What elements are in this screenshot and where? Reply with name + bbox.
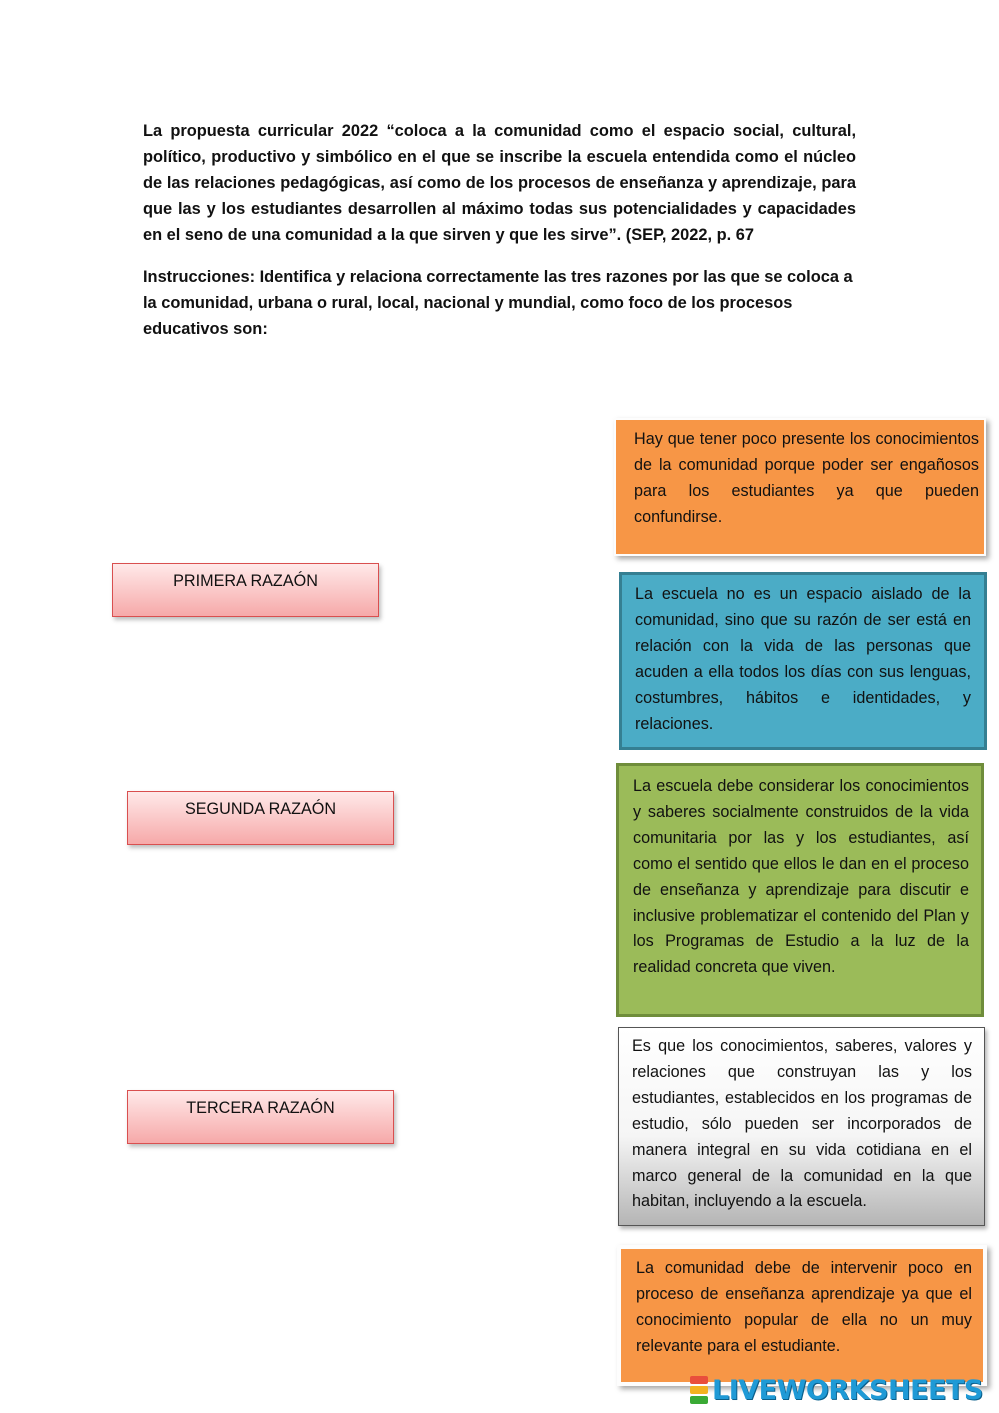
- reason-box-second[interactable]: [127, 791, 394, 845]
- liveworksheets-watermark: [690, 1374, 983, 1406]
- reason-box-third[interactable]: [127, 1090, 394, 1144]
- instructions-paragraph: Instrucciones: Identifica y relaciona correctamente las tres razones por las que se coloca a la comunidad, urbana o rural, local, nacional y mundial, como foco de los procesos educativos son:: [143, 268, 853, 338]
- answer-card-orange-top[interactable]: [614, 418, 986, 556]
- answer-card-green[interactable]: [616, 763, 984, 1017]
- answer-card-gray[interactable]: [618, 1027, 985, 1226]
- liveworksheets-logo-icon: [690, 1376, 708, 1404]
- answer-card-text: La escuela debe considerar los conocimientos y saberes socialmente construidos de la vida comunitaria por las y los estudiantes, así como el sentido que ellos le dan en el proceso de enseñanza y aprendizaje para discutir e inclusive problematizar el contenido del Plan y los Programas de Estudio a la luz de la realidad concreta que viven.: [633, 777, 969, 977]
- answer-card-orange-bottom[interactable]: [617, 1245, 987, 1386]
- answer-card-text: Hay que tener poco presente los conocimientos de la comunidad porque poder ser engañosos para los estudiantes ya que pueden confundirse.: [634, 430, 979, 526]
- answer-card-text: La comunidad debe de intervenir poco en proceso de enseñanza aprendizaje ya que el conocimiento popular de ella no un muy relevante para el estudiante.: [636, 1259, 972, 1355]
- reason-label: TERCERA RAZAÓN: [186, 1099, 335, 1117]
- reason-label: PRIMERA RAZAÓN: [173, 572, 318, 590]
- reason-box-first[interactable]: [112, 563, 379, 617]
- answer-card-blue[interactable]: [619, 572, 987, 750]
- intro-paragraph: La propuesta curricular 2022 “coloca a la comunidad como el espacio social, cultural, político, productivo y simbólico en el que se inscribe la escuela entendida como el núcleo de las relaciones pedagógicas, así como de los procesos de enseñanza y aprendizaje, para que las y los estudiantes desarrollen al máximo todas sus potencialidades y capacidades en el seno de una comunidad a la que sirven y que les sirve”. (SEP, 2022, p. 67: [143, 122, 856, 244]
- answer-card-text: La escuela no es un espacio aislado de la comunidad, sino que su razón de ser está en relación con la vida de las personas que acuden a ella todos los días con sus lenguas, costumbres, hábitos e identidades, y relaciones.: [635, 585, 971, 733]
- answer-card-text: Es que los conocimientos, saberes, valores y relaciones que construyan las y los estudiantes, establecidos en los programas de estudio, sólo pueden ser incorporados de manera integral en su vida cotidiana en el marco general de la comunidad en la que habitan, incluyendo a la escuela.: [632, 1037, 972, 1211]
- reason-label: SEGUNDA RAZAÓN: [184, 800, 337, 818]
- watermark-text: LIVEWORKSHEETS: [712, 1374, 983, 1406]
